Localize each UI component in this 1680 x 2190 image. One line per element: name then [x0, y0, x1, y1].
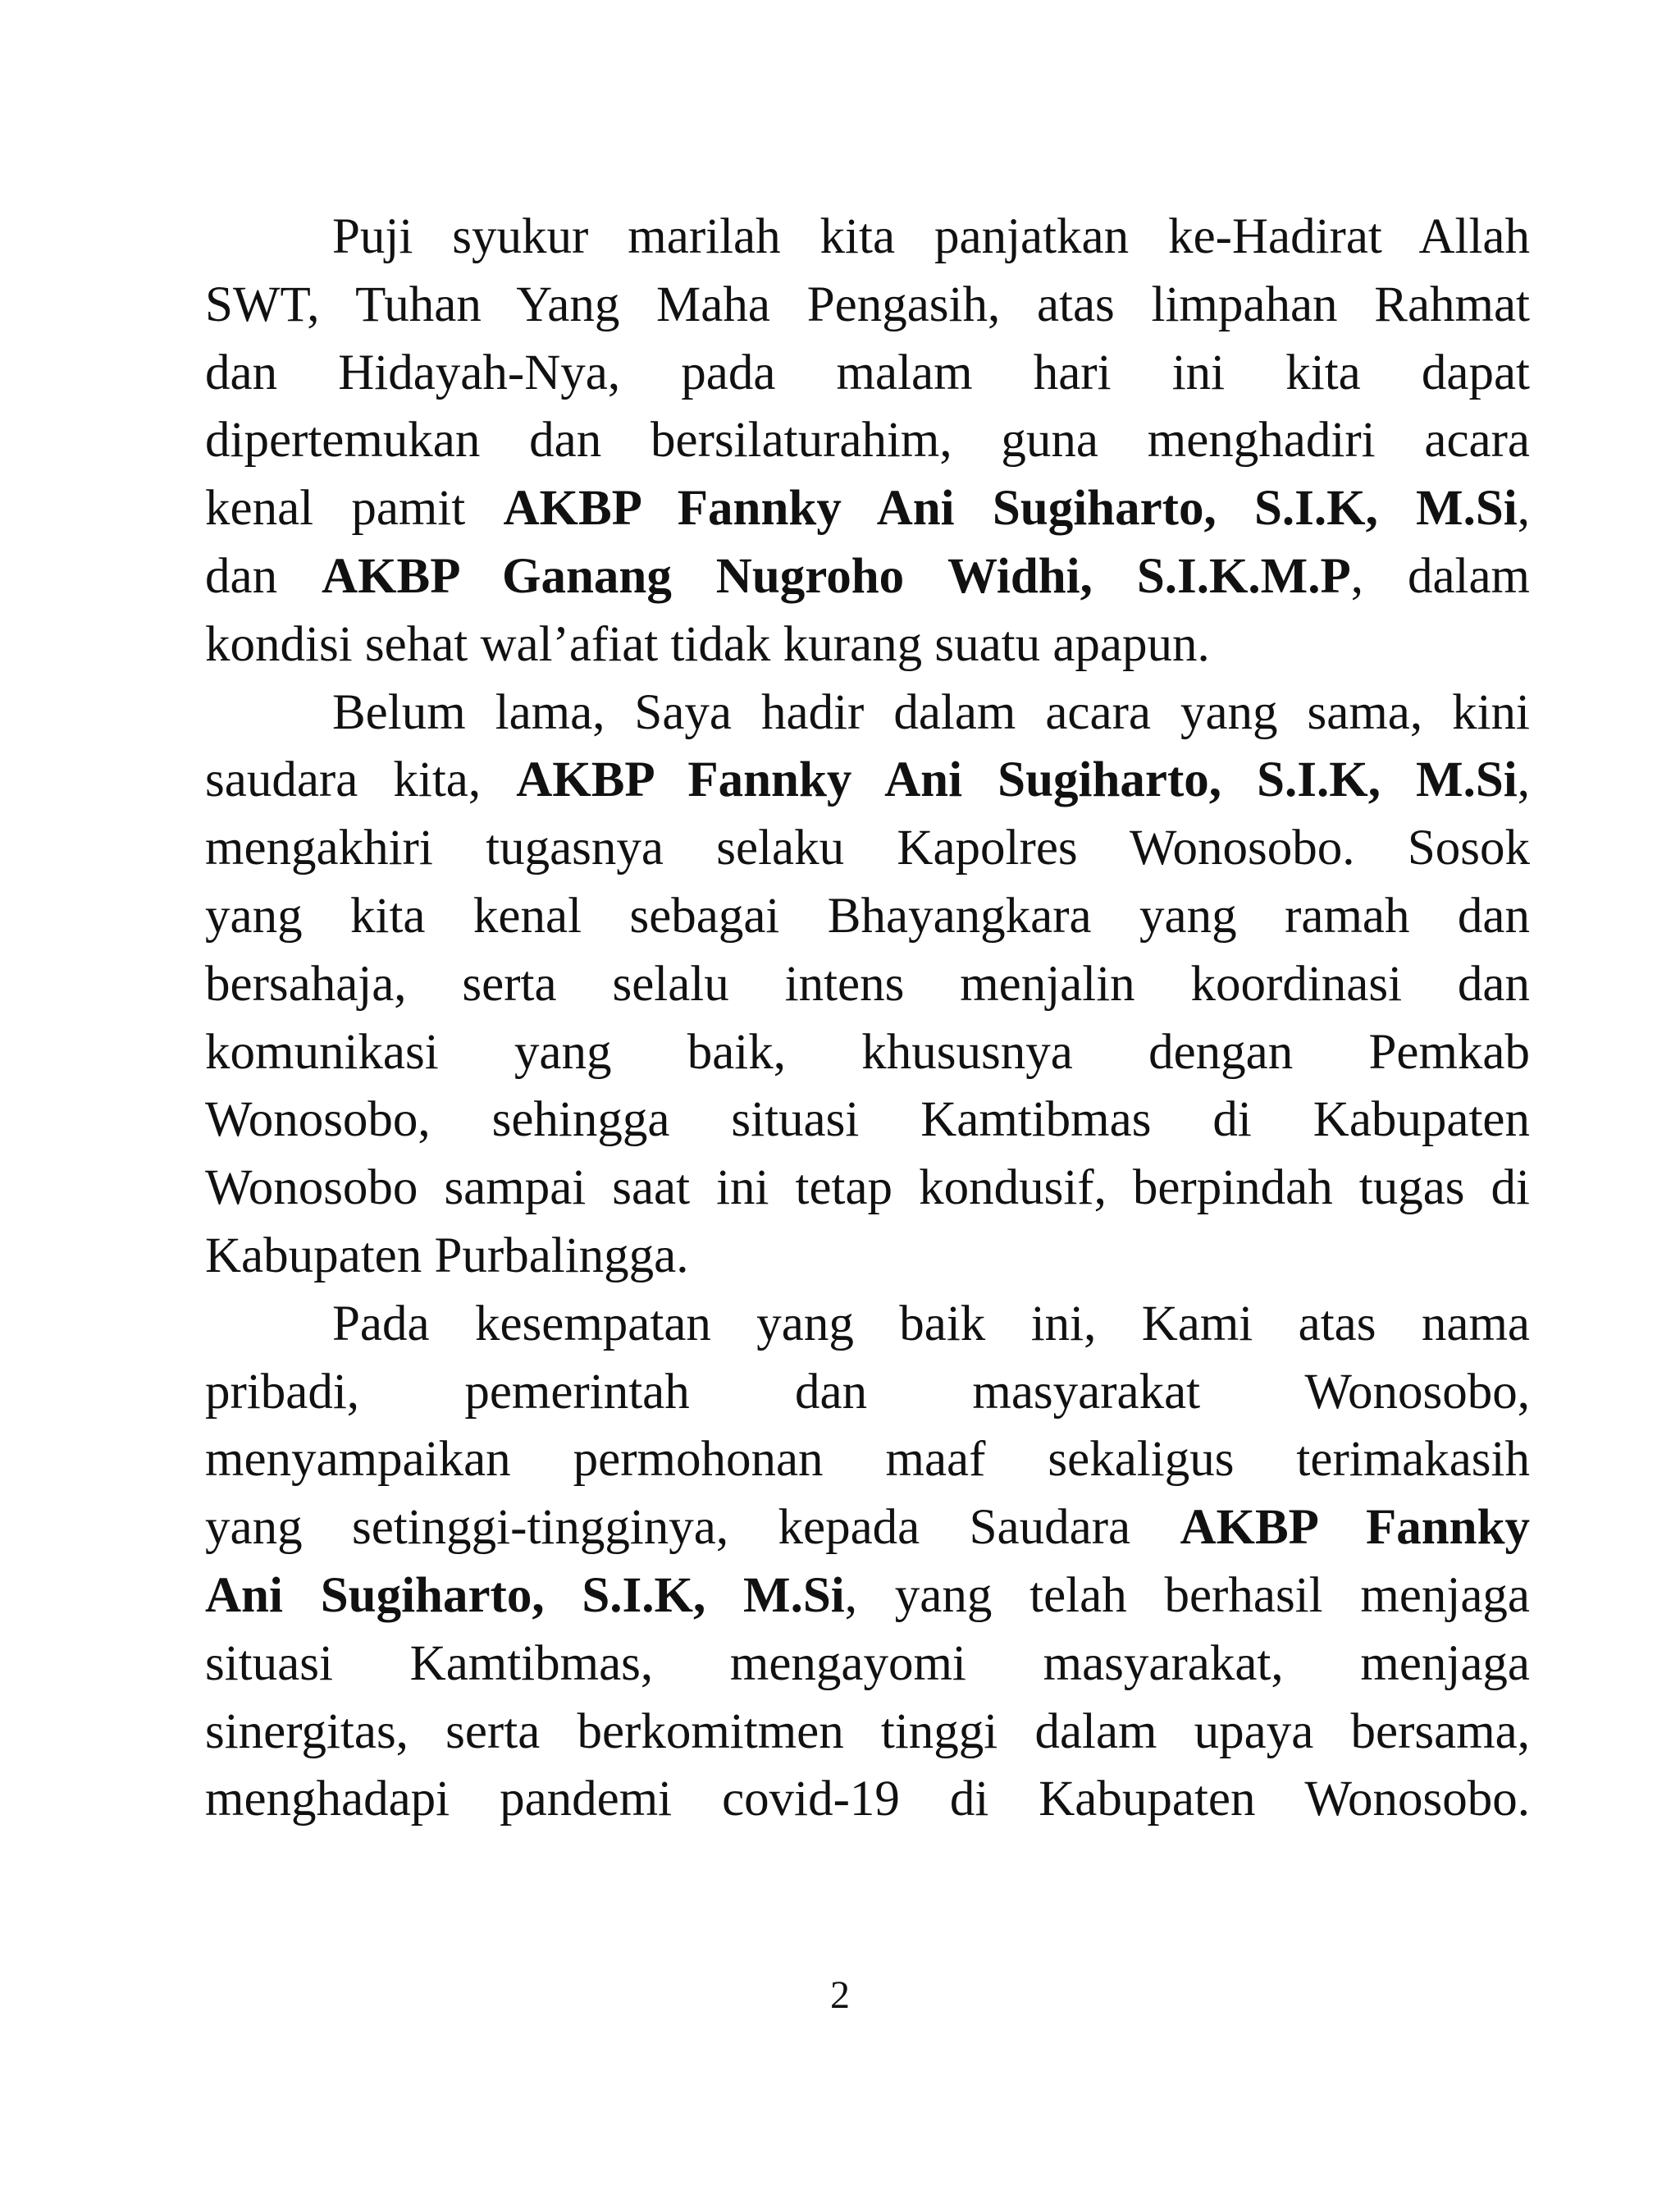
- text-line: [205, 475, 1530, 543]
- bold-name: AKBP Fannky: [1180, 1500, 1530, 1556]
- text-line: [205, 1019, 1530, 1087]
- text-run: Wonosobo sampai saat ini tetap kondusif, berpindah tugas di: [205, 1160, 1530, 1216]
- paragraph: [205, 1291, 1530, 1834]
- text-run: , yang telah berhasil menjaga: [844, 1567, 1530, 1623]
- text-run: kondisi sehat wal’afiat tidak kurang suatu apapun.: [205, 616, 1210, 672]
- text-line: [205, 883, 1530, 951]
- text-line: [205, 407, 1530, 475]
- text-line: [205, 203, 1530, 272]
- text-line: [205, 1494, 1530, 1562]
- text-line: [205, 1154, 1530, 1223]
- text-run: Wonosobo, sehingga situasi Kamtibmas di Kabupaten: [205, 1092, 1530, 1148]
- text-line: [205, 1766, 1530, 1834]
- text-line: [205, 1426, 1530, 1494]
- text-run: Belum lama, Saya hadir dalam acara yang sama, kini: [332, 684, 1530, 740]
- text-line: [205, 1223, 1530, 1291]
- text-run: yang kita kenal sebagai Bhayangkara yang ramah dan: [205, 888, 1530, 944]
- text-run: mengakhiri tugasnya selaku Kapolres Wonosobo. Sosok: [205, 821, 1530, 876]
- text-run: Kabupaten Purbalingga.: [205, 1228, 689, 1283]
- text-line: [205, 1359, 1530, 1427]
- bold-name: AKBP Ganang Nugroho Widhi, S.I.K.M.P: [322, 548, 1351, 604]
- text-line: [205, 1086, 1530, 1154]
- text-run: pribadi, pemerintah dan masyarakat Wonosobo,: [205, 1364, 1530, 1420]
- bold-name: AKBP Fannky Ani Sugiharto, S.I.K, M.Si: [503, 481, 1518, 537]
- text-run: komunikasi yang baik, khususnya dengan Pemkab: [205, 1024, 1530, 1080]
- text-run: , dalam: [1350, 548, 1530, 604]
- text-run: SWT, Tuhan Yang Maha Pengasih, atas limpahan Rahmat: [205, 277, 1530, 332]
- text-line: [205, 340, 1530, 408]
- bold-name: AKBP Fannky Ani Sugiharto, S.I.K, M.Si: [516, 752, 1518, 808]
- text-run: sinergitas, serta berkomitmen tinggi dalam upaya bersama,: [205, 1703, 1530, 1759]
- text-run: ,: [1517, 752, 1530, 808]
- text-line: [205, 1291, 1530, 1359]
- text-run: yang setinggi-tingginya, kepada Saudara: [205, 1500, 1180, 1556]
- bold-name: Ani Sugiharto, S.I.K, M.Si: [205, 1567, 845, 1623]
- text-run: bersahaja, serta selalu intens menjalin koordinasi dan: [205, 956, 1530, 1012]
- text-line: [205, 543, 1530, 611]
- text-line: [205, 1699, 1530, 1767]
- text-line: [205, 1630, 1530, 1699]
- text-run: menyampaikan permohonan maaf sekaligus terimakasih: [205, 1432, 1530, 1488]
- text-run: Pada kesempatan yang baik ini, Kami atas nama: [332, 1296, 1530, 1351]
- page-number: 2: [830, 1973, 850, 2017]
- text-run: ,: [1517, 481, 1530, 537]
- text-line: [205, 679, 1530, 748]
- text-line: [205, 815, 1530, 883]
- body-text: [205, 203, 1530, 1834]
- text-line: [205, 611, 1530, 679]
- text-run: saudara kita,: [205, 752, 517, 808]
- text-run: kenal pamit: [205, 481, 504, 537]
- text-run: menghadapi pandemi covid-19 di Kabupaten Wonosobo.: [205, 1772, 1530, 1827]
- paragraph: [205, 679, 1530, 1291]
- text-line: [205, 747, 1530, 815]
- text-line: [205, 1562, 1530, 1630]
- paragraph: [205, 203, 1530, 679]
- text-line: [205, 951, 1530, 1019]
- text-line: [205, 272, 1530, 340]
- text-run: dan: [205, 548, 322, 604]
- text-run: Puji syukur marilah kita panjatkan ke-Hadirat Allah: [332, 209, 1530, 264]
- text-run: situasi Kamtibmas, mengayomi masyarakat, menjaga: [205, 1635, 1530, 1691]
- text-run: dan Hidayah-Nya, pada malam hari ini kita dapat: [205, 345, 1530, 400]
- text-run: dipertemukan dan bersilaturahim, guna menghadiri acara: [205, 413, 1530, 469]
